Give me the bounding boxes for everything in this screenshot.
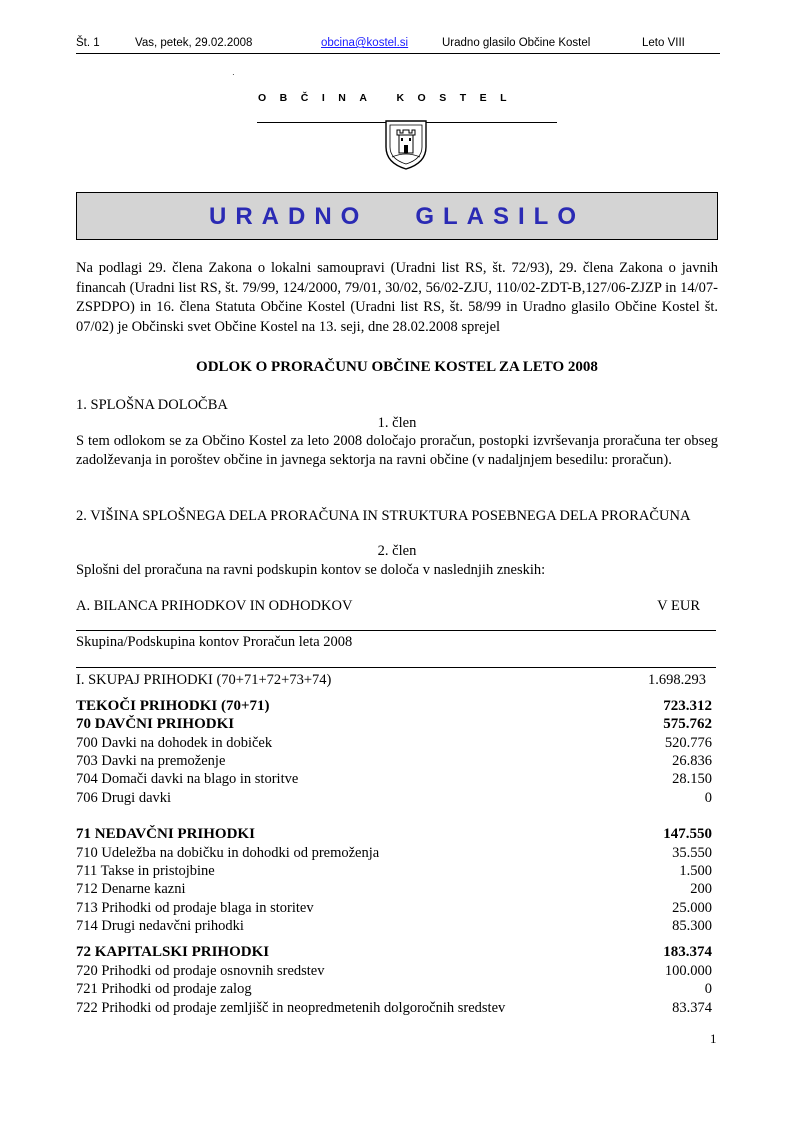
decree-title: ODLOK O PRORAČUNU OBČINE KOSTEL ZA LETO 2008 bbox=[196, 359, 598, 375]
row-value: 1.500 bbox=[679, 863, 712, 879]
row-value: 25.000 bbox=[672, 900, 712, 916]
row-value: 0 bbox=[704, 981, 712, 997]
table-row bbox=[76, 789, 712, 807]
page-header bbox=[76, 37, 720, 54]
publication-banner: URADNO GLASILO bbox=[76, 192, 718, 240]
row-label: 710 Udeležba na dobičku in dohodki od premoženja bbox=[76, 845, 380, 861]
row-label: 71 NEDAVČNI PRIHODKI bbox=[76, 826, 255, 842]
table-row bbox=[76, 862, 712, 880]
row-value: 723.312 bbox=[663, 698, 712, 714]
row-value: 183.374 bbox=[663, 944, 712, 960]
row-label: 703 Davki na premoženje bbox=[76, 753, 226, 769]
row-value: 83.374 bbox=[672, 1000, 712, 1016]
page-number: 1 bbox=[710, 1031, 717, 1046]
row-label: 720 Prihodki od prodaje osnovnih sredstev bbox=[76, 963, 325, 979]
table-rule-middle bbox=[76, 667, 716, 668]
currency-unit: V EUR bbox=[657, 598, 700, 614]
article-1-label: 1. člen bbox=[377, 415, 417, 431]
table-row bbox=[76, 770, 712, 788]
table-rule-top bbox=[76, 630, 716, 631]
table-row bbox=[76, 825, 712, 843]
table-row bbox=[76, 899, 712, 917]
row-label: 721 Prihodki od prodaje zalog bbox=[76, 981, 252, 997]
row-label: 700 Davki na dohodek in dobiček bbox=[76, 735, 273, 751]
table-row bbox=[76, 715, 712, 733]
table-row bbox=[76, 752, 712, 770]
total-revenue-label: I. SKUPAJ PRIHODKI (70+71+72+73+74) bbox=[76, 672, 332, 688]
municipality-name: OBČINA KOSTEL bbox=[258, 92, 521, 104]
row-label: TEKOČI PRIHODKI (70+71) bbox=[76, 698, 270, 714]
bilanca-title-row bbox=[76, 597, 712, 615]
row-label: 711 Takse in pristojbine bbox=[76, 863, 215, 879]
row-label: 714 Drugi nedavčni prihodki bbox=[76, 918, 244, 934]
intro-paragraph: Na podlagi 29. člena Zakona o lokalni samoupravi (Uradni list RS, št. 72/93), 29. člena Zakona o javnih financah (Uradni list RS, št. 79/99, 124/2000, 79/01, 30/02, 56/02-ZJU, 110/02-ZDT-B,127/06-ZJZP in 14/07-ZSPDPO) in 16. člena Statuta Občine Kostel (Uradni list RS, št. 58/99 in Uradno glasilo Občine Kostel št. 07/02) je Občinski svet Občine Kostel na 13. seji, dne 28.02.2008 sprejel bbox=[76, 260, 718, 335]
email-link[interactable]: obcina@kostel.si bbox=[321, 37, 409, 49]
coat-of-arms-icon bbox=[382, 117, 430, 171]
table-row bbox=[76, 917, 712, 935]
row-value: 26.836 bbox=[672, 753, 712, 769]
row-value: 85.300 bbox=[672, 918, 712, 934]
row-label: 704 Domači davki na blago in storitve bbox=[76, 771, 299, 787]
row-label: 713 Prihodki od prodaje blaga in storitev bbox=[76, 900, 314, 916]
table-row bbox=[76, 697, 712, 715]
row-value: 575.762 bbox=[663, 716, 712, 732]
stray-mark: · bbox=[232, 70, 235, 79]
publication-name: Uradno glasilo Občine Kostel bbox=[442, 37, 591, 49]
table-row bbox=[76, 999, 712, 1017]
issue-number: Št. 1 bbox=[76, 37, 100, 49]
row-label: 70 DAVČNI PRIHODKI bbox=[76, 716, 235, 732]
bilanca-title: A. BILANCA PRIHODKOV IN ODHODKOV bbox=[76, 598, 353, 614]
section-2-heading: 2. VIŠINA SPLOŠNEGA DELA PRORAČUNA IN STRUKTURA POSEBNEGA DELA PRORAČUNA bbox=[76, 508, 691, 524]
table-row bbox=[76, 734, 712, 752]
column-header: Skupina/Podskupina kontov Proračun leta 2008 bbox=[76, 634, 353, 650]
column-header-row bbox=[76, 633, 712, 651]
issue-date: Vas, petek, 29.02.2008 bbox=[135, 37, 253, 49]
row-value: 35.550 bbox=[672, 845, 712, 861]
table-row bbox=[76, 844, 712, 862]
table-row bbox=[76, 943, 712, 961]
section-1-heading: 1. SPLOŠNA DOLOČBA bbox=[76, 397, 228, 413]
row-label: 72 KAPITALSKI PRIHODKI bbox=[76, 944, 270, 960]
row-value: 28.150 bbox=[672, 771, 712, 787]
total-revenue-row bbox=[76, 671, 712, 689]
row-value: 200 bbox=[690, 881, 712, 897]
table-row bbox=[76, 880, 712, 898]
row-label: 722 Prihodki od prodaje zemljišč in neopredmetenih dolgoročnih sredstev bbox=[76, 1000, 506, 1016]
table-row bbox=[76, 962, 712, 980]
row-value: 520.776 bbox=[664, 735, 712, 751]
article-1-text: S tem odlokom se za Občino Kostel za leto 2008 določajo proračun, postopki izvrševanja proračuna ter obseg zadolževanja in poroštev občine in javnega sektorja na ravni občine (v nadaljnjem besedilu: proračun). bbox=[76, 433, 718, 468]
row-label: 706 Drugi davki bbox=[76, 790, 172, 806]
total-revenue-value: 1.698.293 bbox=[648, 672, 706, 688]
article-2-label: 2. člen bbox=[377, 543, 417, 559]
row-value: 147.550 bbox=[663, 826, 712, 842]
row-label: 712 Denarne kazni bbox=[76, 881, 186, 897]
article-2-text: Splošni del proračuna na ravni podskupin kontov se določa v naslednjih zneskih: bbox=[76, 562, 546, 578]
row-value: 0 bbox=[704, 790, 712, 806]
table-row bbox=[76, 980, 712, 998]
volume-year: Leto VIII bbox=[642, 37, 685, 49]
row-value: 100.000 bbox=[664, 963, 712, 979]
